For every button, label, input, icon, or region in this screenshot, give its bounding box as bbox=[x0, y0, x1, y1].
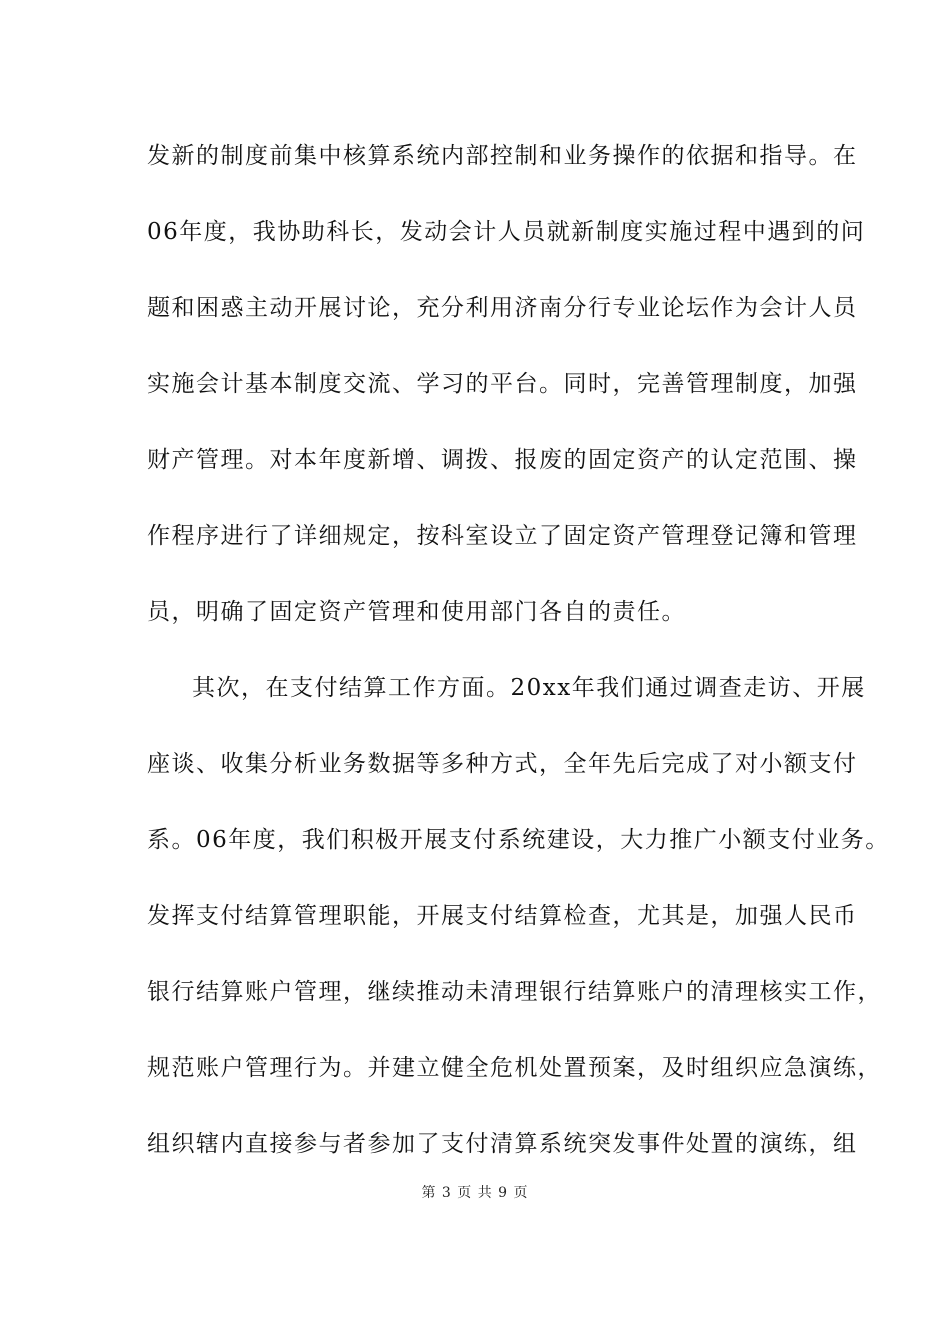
text-line-4: 实施会计基本制度交流、学习的平台。同时，完善管理制度，加强 bbox=[147, 371, 858, 397]
paragraph-start-line: 其次，在支付结算工作方面。20xx年我们通过调查走访、开展 bbox=[192, 675, 866, 701]
text-line-5: 财产管理。对本年度新增、调拨、报废的固定资产的认定范围、操 bbox=[147, 447, 858, 473]
text-line-6: 作程序进行了详细规定，按科室设立了固定资产管理登记簿和管理 bbox=[147, 523, 858, 549]
text-line-3: 题和困惑主动开展讨论，充分利用济南分行专业论坛作为会计人员 bbox=[147, 295, 858, 321]
text-line-10: 系。06年度，我们积极开展支付系统建设，大力推广小额支付业务。 bbox=[147, 827, 890, 853]
text-line-7: 员，明确了固定资产管理和使用部门各自的责任。 bbox=[147, 599, 686, 625]
text-line-14: 组织辖内直接参与者参加了支付清算系统突发事件处置的演练，组 bbox=[147, 1131, 858, 1157]
page-number-footer: 第 3 页 共 9 页 bbox=[421, 1185, 529, 1201]
text-line-12: 银行结算账户管理，继续推动未清理银行结算账户的清理核实工作， bbox=[147, 979, 882, 1005]
text-line-2: 06年度，我协助科长，发动会计人员就新制度实施过程中遇到的问 bbox=[147, 219, 866, 245]
text-line-13: 规范账户管理行为。并建立健全危机处置预案，及时组织应急演练， bbox=[147, 1055, 882, 1081]
text-line-9: 座谈、收集分析业务数据等多种方式，全年先后完成了对小额支付 bbox=[147, 751, 858, 777]
text-line-1: 发新的制度前集中核算系统内部控制和业务操作的依据和指导。在 bbox=[147, 143, 858, 169]
text-line-11: 发挥支付结算管理职能，开展支付结算检查，尤其是，加强人民币 bbox=[147, 903, 858, 929]
